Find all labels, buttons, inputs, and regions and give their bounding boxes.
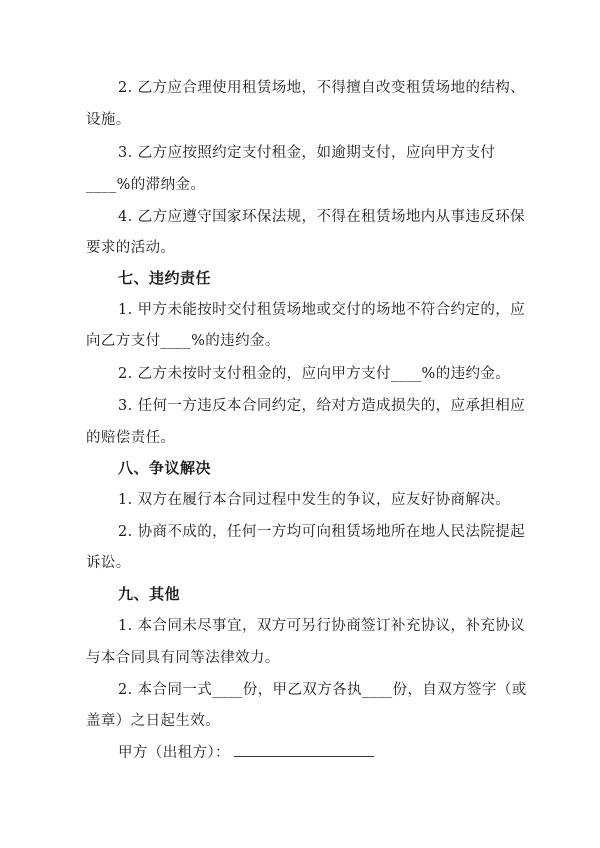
- clause-6-3-line2: ____%的滞纳金。: [86, 177, 206, 193]
- clause-8-2-line1: 2. 协商不成的，任何一方均可向租赁场地所在地人民法院提起: [118, 524, 526, 540]
- clause-6-2-line1: 2. 乙方应合理使用租赁场地，不得擅自改变租赁场地的结构、: [118, 80, 526, 96]
- clause-7-2-line1: 2. 乙方未按时支付租金的，应向甲方支付____%的违约金。: [118, 366, 511, 382]
- clause-9-1-line2: 与本合同具有同等法律效力。: [86, 650, 280, 666]
- clause-6-4-line1: 4. 乙方应遵守国家环保法规，不得在租赁场地内从事违反环保: [118, 209, 526, 225]
- clause-7-3-line1: 3. 任何一方违反本合同约定，给对方造成损失的，应承担相应: [118, 398, 526, 414]
- clause-8-1-line1: 1. 双方在履行本合同过程中发生的争议，应友好协商解决。: [118, 492, 511, 508]
- clause-6-3-line1: 3. 乙方应按照约定支付租金，如逾期支付，应向甲方支付: [118, 145, 496, 161]
- section-7-title: 七、违约责任: [118, 269, 212, 287]
- clause-7-1-line2: 向乙方支付____%的违约金。: [86, 333, 280, 349]
- party-a-label: 甲方（出租方）：: [118, 745, 230, 761]
- clause-7-3-line2: 的赔偿责任。: [86, 430, 176, 446]
- clause-9-1-line1: 1. 本合同未尽事宜，双方可另行协商签订补充协议，补充协议: [118, 618, 526, 634]
- clause-9-2-line1: 2. 本合同一式____份，甲乙双方各执____份，自双方签字（或: [118, 682, 527, 698]
- party-a-signature-field[interactable]: [234, 742, 374, 757]
- clause-8-2-line2: 诉讼。: [86, 555, 131, 571]
- clause-6-2-line2: 设施。: [86, 112, 131, 128]
- clause-6-4-line2: 要求的活动。: [86, 240, 176, 256]
- clause-9-2-line2: 盖章）之日起生效。: [86, 713, 221, 729]
- section-9-title: 九、其他: [118, 585, 181, 603]
- signature-party-a: [118, 742, 548, 763]
- section-8-title: 八、争议解决: [118, 459, 212, 477]
- clause-7-1-line1: 1. 甲方未能按时交付租赁场地或交付的场地不符合约定的，应: [118, 302, 526, 318]
